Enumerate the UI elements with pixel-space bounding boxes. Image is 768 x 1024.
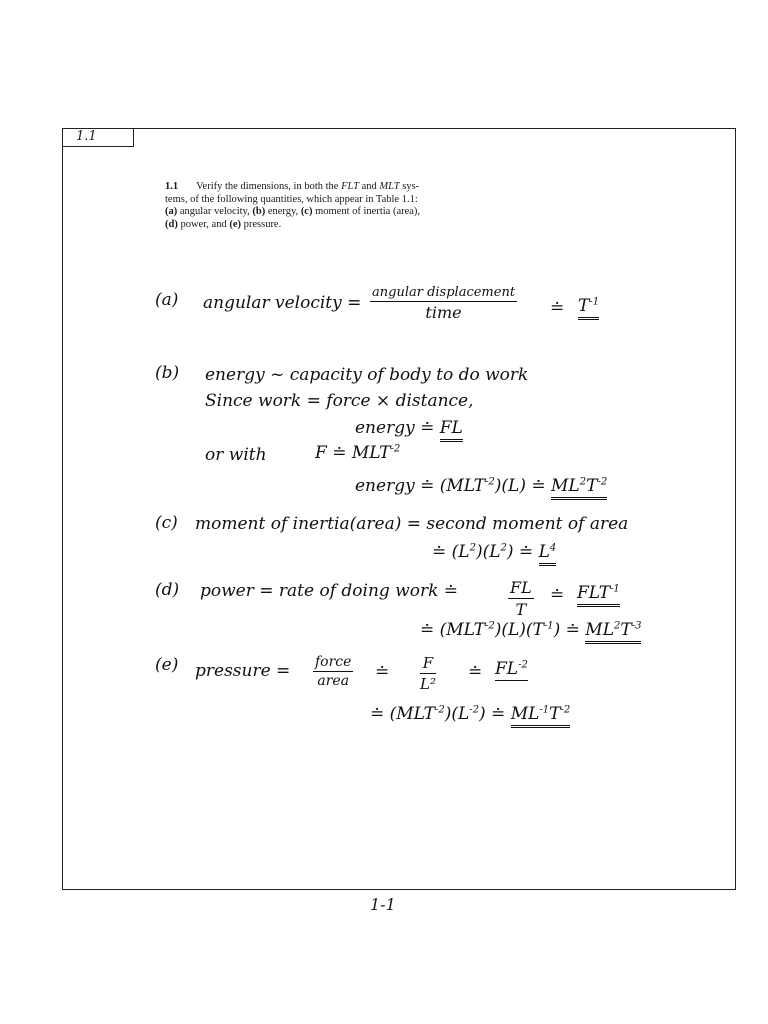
- part-e-line2: ≐ $(MLT^{-2})(L^{-2})$ ≐ $ML^{-1}T^{-2}$: [370, 704, 570, 724]
- part-b-line2: Since work = force × distance,: [205, 391, 474, 411]
- problem-box-label: 1.1: [62, 128, 134, 147]
- part-a-label: (a): [155, 290, 179, 310]
- part-d-lhs: power = rate of doing work ≐: [200, 581, 459, 601]
- problem-statement: 1.1 Verify the dimensions, in both the FLT and MLT sys- tems, of the following quantities, which appear in Table 1.1: (a) angular velocity, (b) energy, (c) moment of inertia (area), (d) power, and (e) pressure.: [165, 181, 421, 230]
- part-b-label: (b): [155, 363, 180, 383]
- part-e-fraction2: $\frac{F}{\text{L²}}$: [420, 654, 436, 693]
- page-number: 1-1: [370, 895, 396, 914]
- part-d-equiv: ≐: [550, 585, 565, 605]
- part-a-equiv: ≐: [550, 298, 565, 318]
- problem-number: 1.1: [165, 181, 179, 192]
- part-a-fraction: angular displacement time: [372, 285, 516, 322]
- part-c-label: (c): [155, 513, 178, 533]
- part-b-line1: energy ~ capacity of body to do work: [205, 365, 529, 385]
- part-e-lhs: pressure =: [195, 661, 291, 681]
- part-a-result: $T^{-1}$: [578, 296, 599, 316]
- part-b-line4-pre: or with: [205, 445, 267, 465]
- part-e-equiv1: ≐: [375, 662, 390, 682]
- part-c-line2: ≐ $(L^2)(L^2)$ ≐ $L^4$: [432, 542, 556, 562]
- part-e-label: (e): [155, 655, 179, 675]
- part-b-line3: energy ≐ FL: [355, 418, 463, 438]
- part-b-line4-eq: F ≐ $MLT^{-2}$: [315, 443, 401, 463]
- part-d-result1: $FLT^{-1}$: [577, 583, 620, 603]
- part-d-fraction: $\frac{FL}{T}$: [510, 578, 532, 619]
- part-b-line5: energy ≐ $(MLT^{-2})(L)$ ≐ $ML^2T^{-2}$: [355, 476, 607, 496]
- part-e-equiv2: ≐: [468, 662, 483, 682]
- part-d-line2: ≐ $(MLT^{-2})(L)(T^{-1})$ ≐ $ML^2T^{-3}$: [420, 620, 641, 640]
- part-d-label: (d): [155, 580, 180, 600]
- part-c-line1: moment of inertia(area) = second moment of area: [195, 514, 629, 534]
- part-a-lhs: angular velocity =: [203, 293, 362, 313]
- part-e-result1: $FL^{-2}$: [495, 659, 528, 679]
- part-e-fraction1: force area: [315, 654, 352, 689]
- page-frame: [62, 128, 736, 890]
